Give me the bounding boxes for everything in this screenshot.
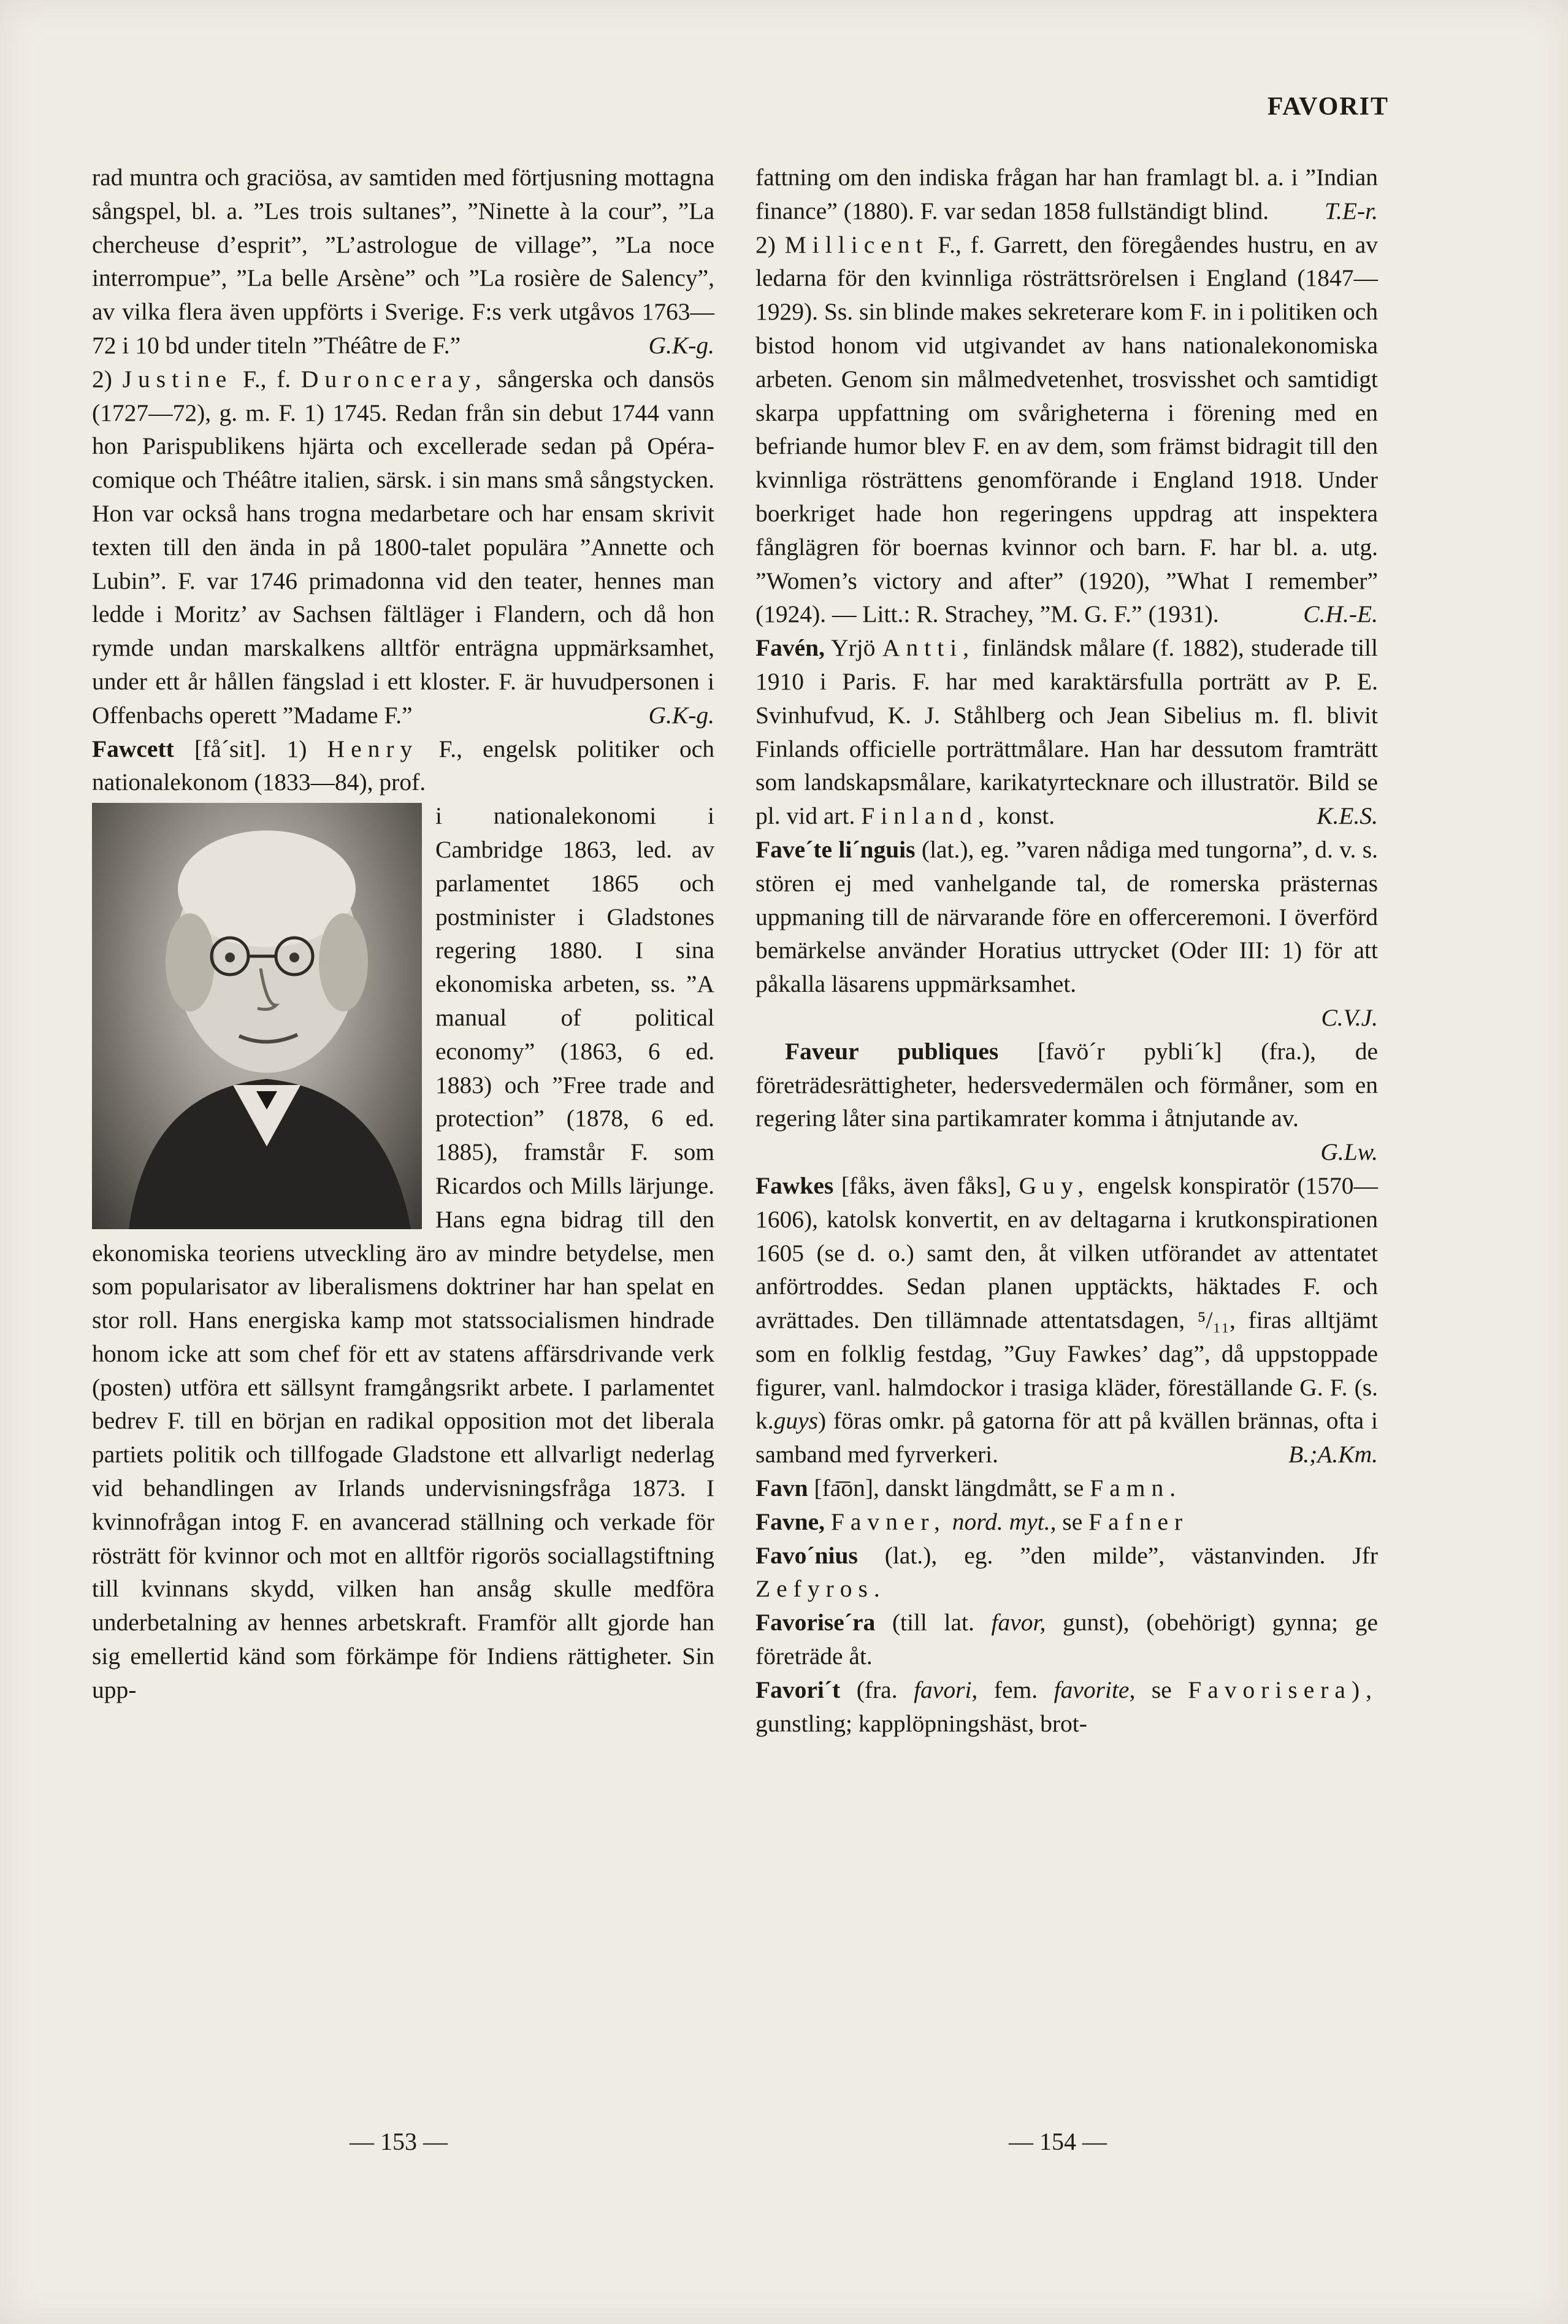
cross-reference: Fafner	[1088, 1508, 1189, 1535]
entry-number: 2)	[755, 231, 776, 258]
text: sångerska och dansös (1727—72), g. m. F. 1) 1745. Redan från sin debut 1744 vann hon Parispublikens hjärta och excellerade sedan på Opéra-comique och Théâtre italien, särsk. i sin mans små sångstycken. Hon var också hans trogna medarbetare och har ensam skrivit texten till den ända in på 1800-talet populära ”Annette och Lubin”. F. var 1746 primadonna vid den teater, hennes man ledde i Moritz’ av Sachsen fältläger i Flandern, och då hon rymde undan marskalkens alltför enträgna uppmärksamhet, under ett år hållen fängslad i ett kloster. F. är huvudpersonen i Offenbachs operett ”Madame F.”	[92, 365, 714, 729]
signature: T.E-r.	[1324, 197, 1378, 224]
headword: Favén,	[755, 634, 825, 662]
text: F., f. Garrett, den föregåendes hustru, en av ledarna för den kvinnliga rösträttsrörelsen i England (1847—1929). Ss. sin blinde makes sekreterare kom F. in i politiken och bistod honom vid utgivandet av hans nationalekonomiska arbeten. Genom sin målmedvetenhet, trosvisshet och samtidigt skarpa uppfattning om svårigheterna i förening med en befriande humor blev F. en av dem, som främst bidragit till den kvinnliga rösträttens genomförande i England 1918. Under boerkriget hade hon regeringens uppdrag att inspektera fånglägren för boernas kvinnor och barn. F. har bl. a. utg. ”Women’s victory and after” (1920), ”What I remember” (1924). — Litt.: R. Strachey, ”M. G. F.” (1931).	[755, 231, 1379, 628]
person-name: Justine	[122, 365, 233, 393]
pronunciation: [fåks, även fåks],	[841, 1172, 1012, 1199]
headword: Favn	[755, 1475, 808, 1502]
headword: Fawcett	[92, 735, 174, 762]
entry-favonius	[755, 1539, 1378, 1606]
italic-term: nord. myt.,	[952, 1508, 1057, 1535]
paragraph-favart-works	[92, 161, 714, 362]
entry-millicent-fawcett	[755, 228, 1378, 632]
right-column	[755, 161, 1378, 1740]
headword: Fave´te li´nguis	[755, 835, 916, 863]
person-name: Guy,	[1019, 1172, 1090, 1199]
entry-faven	[755, 631, 1378, 833]
headword: Favne,	[755, 1508, 825, 1535]
text: i nationalekonomi i Cambridge 1863, led. av parlamentet 1865 och postminister i Gladstones regering 1880. I sina ekonomiska arbeten, ss. ”A manual of political economy” (1863, 6 ed. 1883) och ”Free trade and protection” (1878, 6 ed. 1885), framstår F. som Ricardos och Mills lärjunge. Hans egna bidrag till den ekonomiska teoriens utveckling äro av mindre betydelse, men som popularisator av liberalismens doktriner har han spelat en stor roll. Hans energiska kamp mot statssocialismen hindrade honom icke att som chef för ett av statens affärsdrivande verk (posten) utföra ett sällsynt framgångsrikt arbete. I parlamentet bedrev F. till en början en radikal opposition mot det liberala partiets politik och tillfogade Gladstone ett allvarligt nederlag vid behandlingen av Irlands undervisningsfråga 1873. I kvinnofrågan intog F. en avancerad ställning och verkade för rösträtt för kvinnor och mot en alltför rigorös sociallagstiftning till kvinnans skydd, vilken han ansåg skulle medföra underbetalning av hennes arbetskraft. Framför allt gjorde han sig emellertid känd som förkämpe för Indiens rättigheter. Sin upp-	[92, 802, 714, 1703]
text: (fra.	[856, 1676, 898, 1703]
text: F., engelsk politiker och nationalekonom (1833—84), prof.	[92, 735, 715, 796]
headword: Faveur publiques	[785, 1037, 999, 1065]
entry-justine-favart	[92, 362, 714, 732]
text: fem.	[993, 1676, 1038, 1703]
italic-term: favor,	[991, 1609, 1046, 1636]
text: ) föras omkr. på gatorna för att på kvällen brännas, ofta i samband med fyrverkeri.	[755, 1407, 1378, 1468]
signature: B.;A.Km.	[1288, 1441, 1378, 1468]
page-number-left: — 153 —	[350, 2128, 448, 2155]
signature: C.V.J.	[1321, 1003, 1378, 1031]
italic-term: guys	[773, 1407, 819, 1435]
text: (lat.), eg. ”den milde”, västanvinden. Jfr	[884, 1541, 1379, 1569]
signature: G.Lw.	[1320, 1138, 1378, 1166]
text: fattning om den indiska frågan har han framlagt bl. a. i ”Indian finance” (1880). F. var sedan 1858 fullständigt blind.	[755, 164, 1378, 224]
text: rad muntra och graciösa, av samtiden med förtjusning mottagna sångspel, bl. a. ”Les trois sultanes”, ”Ninette à la cour”, ”La chercheuse d’esprit”, ”L’astrologue de village”, ”La noce interrompue”, ”La belle Arsène” och ”La rosière de Salency”, av vilka flera även uppförts i Sverige. F:s verk utgåvos 1763—72 i 10 bd under titeln ”Théâtre de F.”	[92, 164, 714, 359]
text: se	[1151, 1676, 1172, 1703]
signature: G.K-g.	[648, 331, 714, 359]
headword: Favorise´ra	[755, 1609, 876, 1636]
page-number-right: — 154 —	[1009, 2128, 1107, 2155]
entry-fawcett-henry-end	[755, 161, 1378, 228]
entry-favete-linguis	[755, 833, 1378, 1001]
entry-fawcett-henry	[92, 732, 714, 800]
headword: Favori´t	[755, 1676, 841, 1703]
text: se	[1062, 1508, 1083, 1535]
cross-reference: Favorisera),	[1188, 1676, 1378, 1703]
person-name: Favner,	[830, 1508, 946, 1535]
entry-favne	[755, 1505, 1378, 1539]
cross-reference: Finland,	[861, 802, 990, 830]
pronunciation: [få´sit]. 1)	[194, 735, 307, 762]
running-head: FAVORIT	[1267, 93, 1389, 121]
entry-faveur-publiques	[755, 1035, 1378, 1166]
text: [fa͞on], danskt längdmått, se	[814, 1475, 1084, 1502]
cross-reference: Famn.	[1090, 1475, 1182, 1502]
entry-number: 2)	[92, 365, 112, 393]
signature: C.H.-E.	[1303, 600, 1378, 628]
entry-favn	[755, 1471, 1378, 1505]
entry-favorit	[755, 1673, 1378, 1741]
signature: G.K-g.	[648, 701, 714, 729]
entry-favorisera	[755, 1606, 1378, 1673]
italic-term: favorite,	[1054, 1676, 1136, 1703]
left-column	[92, 161, 714, 1707]
italic-term: favori,	[914, 1676, 978, 1703]
person-name: Antti,	[882, 634, 976, 662]
text: finländsk målare (f. 1882), studerade till 1910 i Paris. F. har med karaktärsfulla porträtt av P. E. Svinhufvud, K. J. Ståhlberg och Jean Sibelius m. fl. blivit Finlands officielle porträttmålare. Han har dessutom framträtt som landskapsmålare, karikatyrtecknare och illustratör. Bild se pl. vid art.	[755, 634, 1379, 830]
text: (lat.), eg. ”varen nådiga med tungorna”, d. v. s. stören ej med vanhelgande tal, de romerska prästernas uppmaning till de närvarande före en offerceremoni. I överförd bemärkelse använder Horatius uttrycket (Oder III: 1) för att påkalla läsarens uppmärksamhet.	[755, 835, 1378, 998]
headword: Fawkes	[755, 1172, 834, 1199]
portrait-photo-henry-fawcett	[92, 803, 422, 1229]
cross-reference: Zefyros.	[755, 1575, 886, 1603]
maiden-name: Duronceray,	[300, 365, 488, 393]
person-name: Henry	[327, 735, 419, 762]
text: gunstling; kapplöpningshäst, brot-	[755, 1709, 1087, 1737]
text: F., f.	[242, 365, 291, 393]
entry-fawkes	[755, 1169, 1378, 1471]
first-name: Yrjö	[831, 634, 876, 662]
headword: Favo´nius	[755, 1541, 858, 1569]
text: konst.	[996, 802, 1055, 830]
person-name: Millicent	[784, 231, 929, 258]
signature: K.E.S.	[1317, 802, 1378, 830]
portrait-illustration	[92, 803, 422, 1229]
text: gunst), (obehörigt) gynna; ge företräde åt.	[755, 1609, 1378, 1670]
text: engelsk konspiratör (1570—1606), katolsk konvertit, en av deltagarna i krutkonspirationen 1605 (se d. o.) samt den, åt vilken utförandet av attentatet anförtroddes. Sedan planen upptäckts, häktades F. och avrättades. Den tillämnade attentatsdagen, ⁵/₁₁, firas alltjämt som en folklig festdag, ”Guy Fawkes’ dag”, då uppstoppade figurer, vanl. halmdockor i trasiga kläder, föreställande G. F. (s. k.	[755, 1172, 1379, 1435]
text: (till lat.	[892, 1609, 974, 1636]
text: [favö´r pybli´k] (fra.), de företrädesrättigheter, hedersvedermälen och förmåner, som en regering låter sina partikamrater komma i åtnjutande av.	[755, 1037, 1378, 1132]
